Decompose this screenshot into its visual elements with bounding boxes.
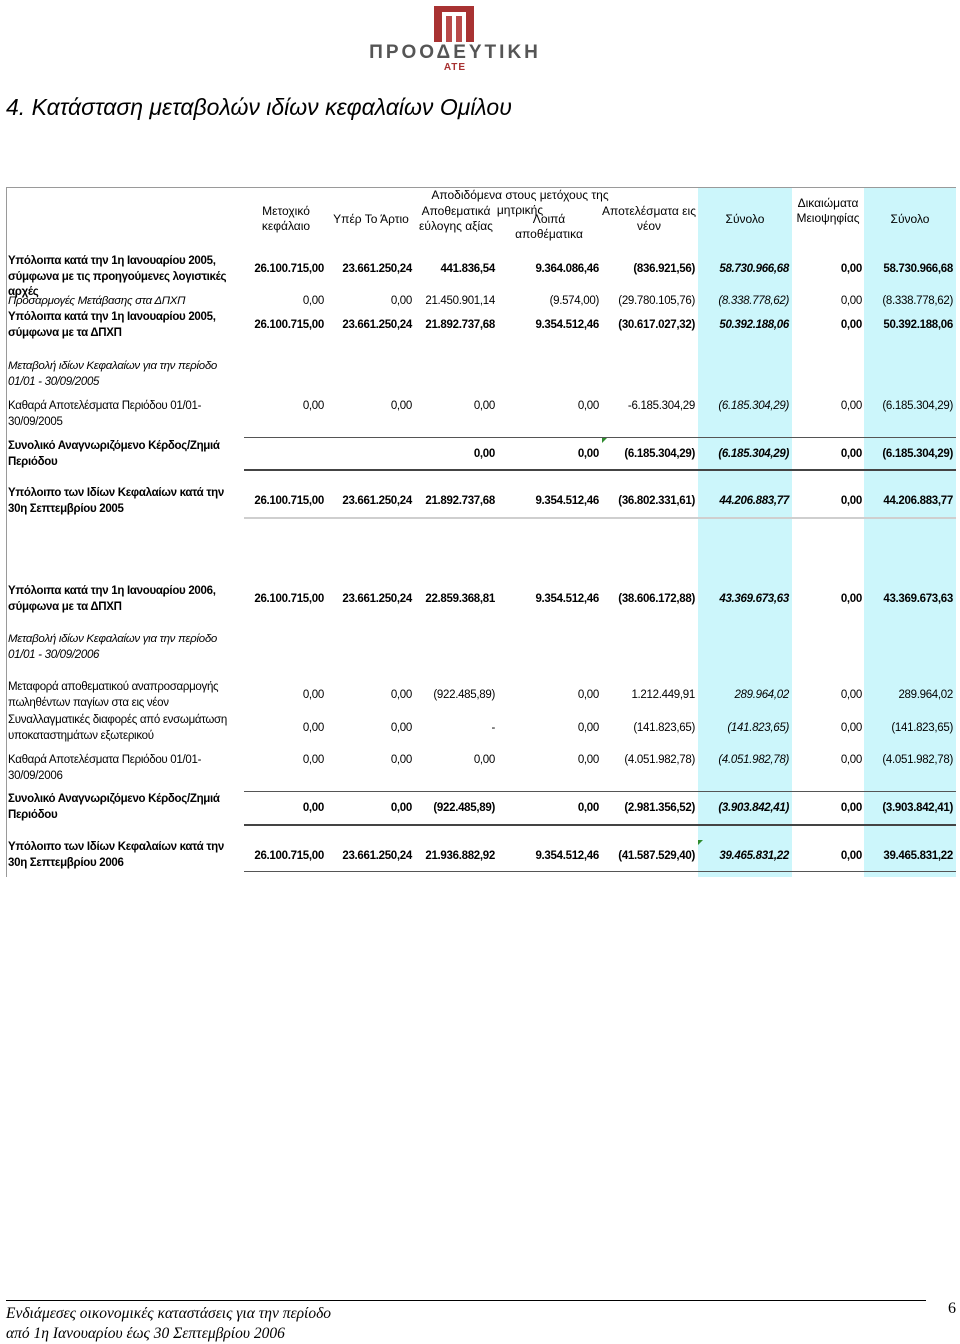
- row-value: 289.964,02: [898, 689, 953, 701]
- col-header-grand-total: Σύνολο: [890, 212, 930, 226]
- row-value: (922.485,89): [433, 802, 495, 814]
- row-value: 0,00: [390, 754, 412, 766]
- footer-text: [6, 1304, 886, 1344]
- row-value: 0,00: [302, 802, 324, 814]
- row-value: 0,00: [390, 722, 412, 734]
- row-label: Καθαρά Αποτελέσματα Περιόδου 01/01-30/09/2006: [8, 754, 202, 782]
- row-value: (141.823,65): [891, 722, 953, 734]
- equity-changes-table: [6, 187, 956, 877]
- col-header-retained-earnings: Αποτελέσματα εις νέον: [602, 204, 696, 233]
- row-value: 0,00: [302, 689, 324, 701]
- row-label: Υπόλοιπα κατά την 1η Ιανουαρίου 2005, σύμφωνα με τις προηγούμενες λογιστικές αρχές: [8, 255, 227, 298]
- col-header-share-premium: Υπέρ Το Άρτιο: [333, 212, 409, 226]
- row-value: (41.587.529,40): [618, 850, 695, 862]
- row-value: (141.823,65): [727, 722, 789, 734]
- row-label: Προσαρμογές Μετάβασης στα ΔΠΧΠ: [8, 295, 186, 307]
- row-rule: [244, 437, 956, 438]
- footer-line-2: από 1η Ιανουαρίου έως 30 Σεπτεμβρίου 2006: [6, 1325, 285, 1342]
- cell-comment-marker: [698, 840, 703, 845]
- row-value: (6.185.304,29): [718, 400, 789, 412]
- col-header-share-capital: Μετοχικό κεφάλαιο: [261, 204, 311, 233]
- row-value: 0,00: [390, 689, 412, 701]
- row-value: 0,00: [840, 319, 862, 331]
- row-value: (36.802.331,61): [618, 495, 695, 507]
- row-value: (2.981.356,52): [624, 802, 695, 814]
- row-rule: [244, 824, 956, 826]
- row-value: 0,00: [390, 400, 412, 412]
- row-value: 0,00: [840, 850, 862, 862]
- row-label: Υπόλοιπο των Ιδίων Κεφαλαίων κατά την 30η Σεπτεμβρίου 2006: [8, 841, 224, 869]
- row-value: (6.185.304,29): [624, 448, 695, 460]
- row-value: 0,00: [840, 722, 862, 734]
- row-value: (4.051.982,78): [718, 754, 789, 766]
- row-value: 0,00: [302, 722, 324, 734]
- row-value: 26.100.715,00: [254, 850, 324, 862]
- row-value: 0,00: [577, 754, 599, 766]
- row-value: 44.206.883,77: [719, 495, 789, 507]
- row-value: 0,00: [302, 295, 324, 307]
- row-value: 26.100.715,00: [254, 319, 324, 331]
- row-value: -: [491, 722, 495, 734]
- row-rule: [244, 469, 956, 471]
- row-label: Υπόλοιπο των Ιδίων Κεφαλαίων κατά την 30η Σεπτεμβρίου 2005: [8, 487, 224, 515]
- row-value: 26.100.715,00: [254, 495, 324, 507]
- total-column-band: [698, 187, 792, 877]
- row-label: Συνολικό Αναγνωριζόμενο Κέρδος/Ζημιά Περιόδου: [8, 793, 220, 821]
- row-value: 21.450.901,14: [425, 295, 495, 307]
- row-value: (4.051.982,78): [882, 754, 953, 766]
- row-value: 26.100.715,00: [254, 263, 324, 275]
- logo-brand-text: ΠΡΟΟΔΕΥΤΙΚΗ: [369, 42, 541, 63]
- row-value: 0,00: [840, 593, 862, 605]
- row-value: 0,00: [840, 263, 862, 275]
- page-number: 6: [948, 1300, 956, 1317]
- row-value: (6.185.304,29): [882, 400, 953, 412]
- group-header: Αποδιδόμενα στους μετόχους της μητρικής: [431, 188, 609, 217]
- row-value: 21.892.737,68: [425, 495, 495, 507]
- logo-mark-icon: [432, 6, 476, 42]
- row-value: (30.617.027,32): [618, 319, 695, 331]
- row-value: 23.661.250,24: [342, 319, 412, 331]
- col-header-minority-interests: Δικαιώματα Μειοψηφίας: [796, 196, 860, 225]
- row-value: 50.392.188,06: [883, 319, 953, 331]
- row-value: 44.206.883,77: [883, 495, 953, 507]
- footer-line-1: Ενδιάμεσες οικονομικές καταστάσεις για την περίοδο: [6, 1305, 332, 1322]
- row-rule-shadow: [244, 517, 956, 519]
- row-value: 39.465.831,22: [719, 850, 789, 862]
- row-value: 0,00: [473, 448, 495, 460]
- row-value: 0,00: [390, 295, 412, 307]
- row-value: 9.354.512,46: [535, 593, 599, 605]
- row-value: 43.369.673,63: [883, 593, 953, 605]
- table-left-border: [6, 187, 7, 877]
- row-label: Υπόλοιπα κατά την 1η Ιανουαρίου 2005, σύμφωνα με τα ΔΠΧΠ: [8, 311, 216, 339]
- grand-total-column-band: [864, 187, 956, 877]
- row-value: 0,00: [840, 754, 862, 766]
- row-value: 0,00: [577, 689, 599, 701]
- row-value: 26.100.715,00: [254, 593, 324, 605]
- row-label: Συνολικό Αναγνωριζόμενο Κέρδος/Ζημιά Περιόδου: [8, 440, 220, 468]
- row-value: 23.661.250,24: [342, 263, 412, 275]
- row-rule: [244, 791, 956, 792]
- footer-rule: [6, 1300, 926, 1301]
- row-value: 0,00: [577, 802, 599, 814]
- row-value: 23.661.250,24: [342, 850, 412, 862]
- row-value: 9.354.512,46: [535, 850, 599, 862]
- row-value: (29.780.105,76): [618, 295, 695, 307]
- row-label: Μεταφορά αποθεματικού αναπροσαρμογής πωληθέντων παγίων στα εις νέον: [8, 681, 219, 709]
- row-value: 0,00: [840, 400, 862, 412]
- row-value: 21.892.737,68: [425, 319, 495, 331]
- row-value: 9.364.086,46: [535, 263, 599, 275]
- row-value: 39.465.831,22: [883, 850, 953, 862]
- row-value: 0,00: [840, 448, 862, 460]
- row-value: 0,00: [840, 295, 862, 307]
- row-value: (8.338.778,62): [718, 295, 789, 307]
- row-label: Καθαρά Αποτελέσματα Περιόδου 01/01-30/09/2005: [8, 400, 202, 428]
- row-value: 0,00: [390, 802, 412, 814]
- row-value: 0,00: [577, 448, 599, 460]
- row-value: 9.354.512,46: [535, 495, 599, 507]
- row-value: 43.369.673,63: [719, 593, 789, 605]
- row-value: (9.574,00): [549, 295, 599, 307]
- row-label: Υπόλοιπα κατά την 1η Ιανουαρίου 2006, σύμφωνα με τα ΔΠΧΠ: [8, 585, 216, 613]
- row-value: 0,00: [473, 400, 495, 412]
- row-value: 21.936.882,92: [425, 850, 495, 862]
- row-value: 0,00: [473, 754, 495, 766]
- row-value: (3.903.842,41): [882, 802, 953, 814]
- company-logo: [350, 6, 560, 73]
- row-value: 23.661.250,24: [342, 593, 412, 605]
- row-value: -6.185.304,29: [627, 400, 695, 412]
- row-value: 0,00: [840, 802, 862, 814]
- row-value: (3.903.842,41): [718, 802, 789, 814]
- row-value: 0,00: [302, 400, 324, 412]
- row-value: (836.921,56): [633, 263, 695, 275]
- row-value: (8.338.778,62): [882, 295, 953, 307]
- row-value: 0,00: [577, 400, 599, 412]
- row-label: Συναλλαγματικές διαφορές από ενσωμάτωση υποκαταστημάτων εξωτερικού: [8, 714, 227, 742]
- row-value: 23.661.250,24: [342, 495, 412, 507]
- row-value: (4.051.982,78): [624, 754, 695, 766]
- cell-comment-marker: [602, 438, 607, 443]
- row-value: 58.730.966,68: [719, 263, 789, 275]
- row-value: 0,00: [840, 689, 862, 701]
- row-value: 50.392.188,06: [719, 319, 789, 331]
- row-value: 1.212.449,91: [631, 689, 695, 701]
- row-value: 9.354.512,46: [535, 319, 599, 331]
- row-value: (38.606.172,88): [618, 593, 695, 605]
- row-value: 0,00: [302, 754, 324, 766]
- col-header-fair-value-reserves: Αποθεματικά εύλογης αξίας: [419, 204, 493, 233]
- row-label: Μεταβολή ιδίων Κεφαλαίων για την περίοδο 01/01 - 30/09/2005: [8, 360, 218, 388]
- row-value: 58.730.966,68: [883, 263, 953, 275]
- row-value: (6.185.304,29): [718, 448, 789, 460]
- row-value: 22.859.368,81: [425, 593, 495, 605]
- col-header-other-reserves: Λοιπά αποθέματικα: [515, 212, 583, 241]
- row-value: 0,00: [577, 722, 599, 734]
- row-value: (141.823,65): [633, 722, 695, 734]
- row-value: 0,00: [840, 495, 862, 507]
- row-label: Μεταβολή ιδίων Κεφαλαίων για την περίοδο 01/01 - 30/09/2006: [8, 633, 218, 661]
- page-title: 4. Κατάσταση μεταβολών ιδίων κεφαλαίων Ομίλου: [6, 94, 512, 120]
- row-value: 441.836,54: [440, 263, 495, 275]
- col-header-total: Σύνολο: [725, 212, 765, 226]
- row-value: 289.964,02: [734, 689, 789, 701]
- row-value: (922.485,89): [433, 689, 495, 701]
- logo-sub-text: ΑΤΕ: [443, 62, 467, 73]
- row-value: (6.185.304,29): [882, 448, 953, 460]
- row-rule: [244, 871, 956, 872]
